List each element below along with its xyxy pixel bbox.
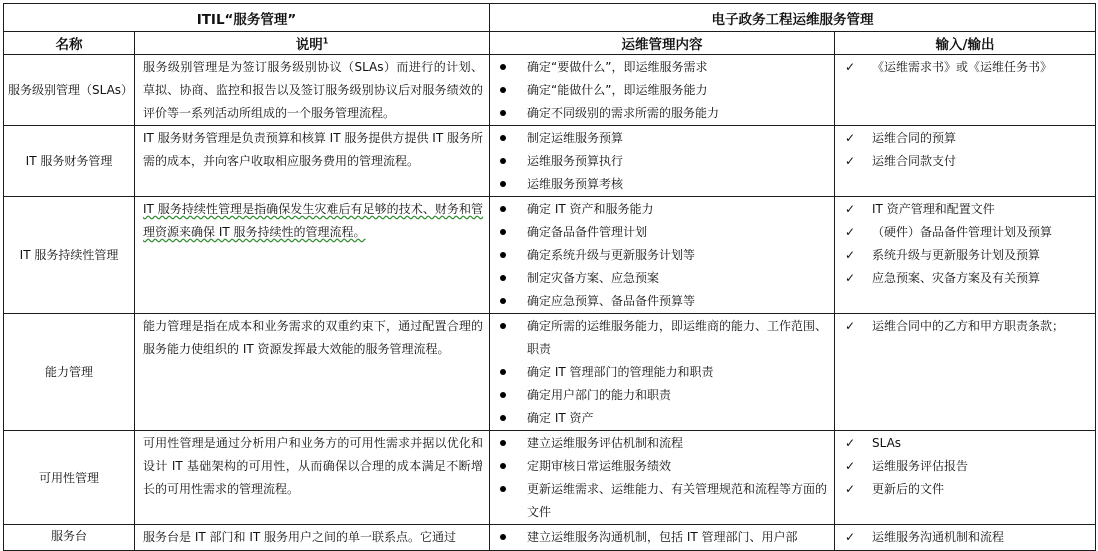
list-item: 建立运维服务沟通机制，包括 IT 管理部门、用户部 xyxy=(490,526,834,549)
list-item: ✓ 运维合同中的乙方和甲方职责条款； xyxy=(835,315,1095,338)
row-io xyxy=(835,55,1096,126)
row-content xyxy=(490,55,835,126)
io-column-header: 输入/输出 xyxy=(835,32,1096,55)
description-column-header: 说明$^1$ xyxy=(135,32,490,55)
list-item: 运维服务预算执行 xyxy=(490,150,834,173)
list-item: ✓ 《运维需求书》或《运维任务书》 xyxy=(835,56,1095,79)
list-item: ✓ 运维合同的预算 xyxy=(835,127,1095,150)
list-item: 确定 IT 资产和服务能力 xyxy=(490,198,834,221)
list-item: 更新运维需求、运维能力、有关管理规范和流程等方面的文件 xyxy=(490,478,834,524)
row-name: IT 服务财务管理 xyxy=(4,126,135,197)
row-description: 可用性管理是通过分析用户和业务方的可用性需求并据以优化和设计 IT 基础架构的可用性，从而确保以合理的成本满足不断增长的可用性需求的管理流程。 xyxy=(135,431,490,525)
group-header-row xyxy=(4,4,1096,32)
itil-service-management-table xyxy=(3,3,1096,551)
row-description: 服务级别管理是为签订服务级别协议（SLAs）而进行的计划、草拟、协商、监控和报告以及签订服务级别协议后对服务绩效的评价等一系列活动所组成的一个服务管理流程。 xyxy=(135,55,490,126)
row-name: 可用性管理 xyxy=(4,431,135,525)
row-content xyxy=(490,525,835,551)
row-description: IT 服务持续性管理是指确保发生灾难后有足够的技术、财务和管理资源来确保 IT 服务持续性的管理流程。 xyxy=(135,197,490,314)
row-name: IT 服务持续性管理 xyxy=(4,197,135,314)
table-row xyxy=(4,525,1096,551)
list-item: 确定“要做什么”，即运维服务需求 xyxy=(490,56,834,79)
egov-group-header: 电子政务工程运维服务管理 xyxy=(490,4,1096,32)
table-row xyxy=(4,55,1096,126)
list-item: 确定系统升级与更新服务计划等 xyxy=(490,244,834,267)
footnote-marker: 1 xyxy=(322,36,329,46)
row-name: 服务台 xyxy=(4,525,135,551)
row-description: IT 服务财务管理是负责预算和核算 IT 服务提供方提供 IT 服务所需的成本，并向客户收取相应服务费用的管理流程。 xyxy=(135,126,490,197)
row-content xyxy=(490,126,835,197)
list-item: 确定不同级别的需求所需的服务能力 xyxy=(490,102,834,125)
list-item: 运维服务预算考核 xyxy=(490,173,834,196)
list-item: 定期审核日常运维服务绩效 xyxy=(490,455,834,478)
list-item: ✓ 运维合同款支付 xyxy=(835,150,1095,173)
list-item: ✓ 应急预案、灾备方案及有关预算 xyxy=(835,267,1095,290)
list-item: 确定所需的运维服务能力，即运维商的能力、工作范围、职责 xyxy=(490,315,834,361)
content-column-header: 运维管理内容 xyxy=(490,32,835,55)
row-description: 能力管理是指在成本和业务需求的双重约束下，通过配置合理的服务能力使组织的 IT 资源发挥最大效能的服务管理流程。 xyxy=(135,314,490,431)
list-item: ✓ 运维服务评估报告 xyxy=(835,455,1095,478)
row-io xyxy=(835,126,1096,197)
list-item: 确定应急预算、备品备件预算等 xyxy=(490,290,834,313)
row-content xyxy=(490,431,835,525)
list-item: 制定灾备方案、应急预案 xyxy=(490,267,834,290)
row-io xyxy=(835,431,1096,525)
list-item: 建立运维服务评估机制和流程 xyxy=(490,432,834,455)
column-header-row xyxy=(4,32,1096,55)
list-item: ✓ 更新后的文件 xyxy=(835,478,1095,501)
list-item: 制定运维服务预算 xyxy=(490,127,834,150)
list-item: ✓ IT 资产管理和配置文件 xyxy=(835,198,1095,221)
row-name: 服务级别管理（SLAs） xyxy=(4,55,135,126)
table-row xyxy=(4,314,1096,431)
list-item: 确定“能做什么”，即运维服务能力 xyxy=(490,79,834,102)
list-item: 确定 IT 管理部门的管理能力和职责 xyxy=(490,361,834,384)
list-item: ✓ 系统升级与更新服务计划及预算 xyxy=(835,244,1095,267)
itil-group-header: ITIL“服务管理” xyxy=(4,4,490,32)
row-name: 能力管理 xyxy=(4,314,135,431)
row-io xyxy=(835,197,1096,314)
list-item: 确定 IT 资产 xyxy=(490,407,834,430)
row-content xyxy=(490,314,835,431)
table-row xyxy=(4,126,1096,197)
name-column-header: 名称 xyxy=(4,32,135,55)
row-io xyxy=(835,314,1096,431)
list-item: 确定备品备件管理计划 xyxy=(490,221,834,244)
list-item: 确定用户部门的能力和职责 xyxy=(490,384,834,407)
list-item: ✓ SLAs xyxy=(835,432,1095,455)
row-io xyxy=(835,525,1096,551)
table-row xyxy=(4,431,1096,525)
list-item: ✓ 运维服务沟通机制和流程 xyxy=(835,526,1095,549)
table-row xyxy=(4,197,1096,314)
row-description: 服务台是 IT 部门和 IT 服务用户之间的单一联系点。它通过 xyxy=(135,525,490,551)
row-content xyxy=(490,197,835,314)
list-item: ✓ （硬件）备品备件管理计划及预算 xyxy=(835,221,1095,244)
